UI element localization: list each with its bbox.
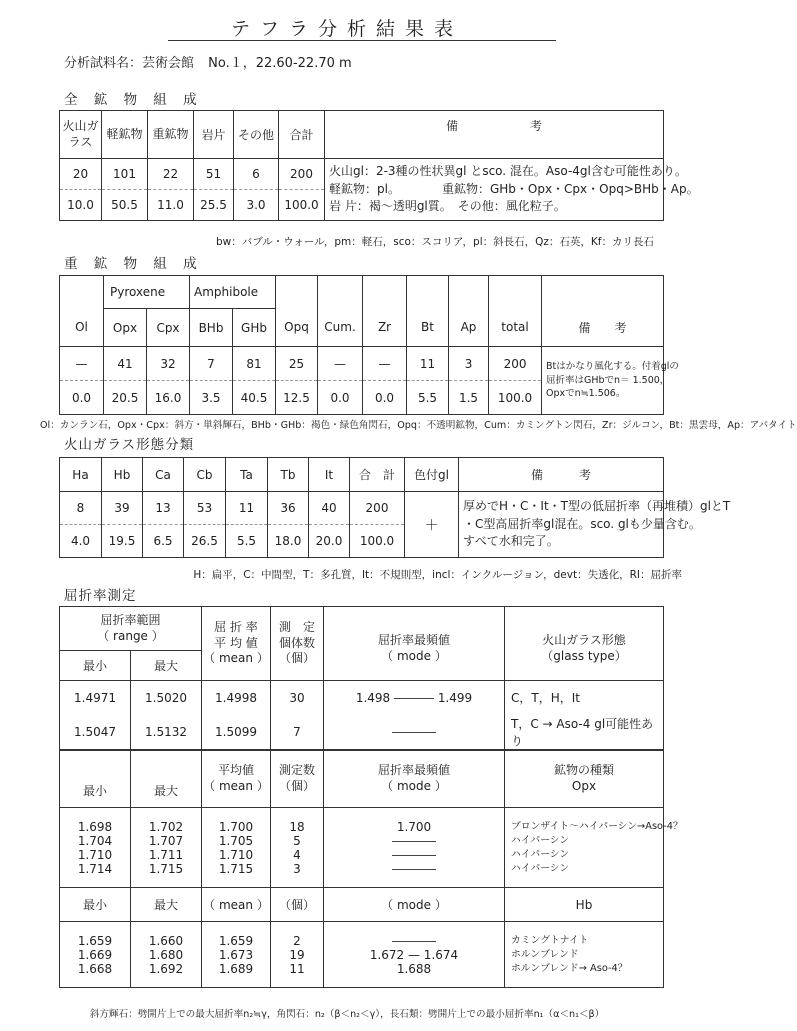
count-label-3: （個） bbox=[278, 651, 315, 666]
value: 1.704 bbox=[77, 833, 113, 848]
hb-n-values bbox=[271, 922, 324, 988]
hb-min-header: 最小 bbox=[60, 888, 131, 922]
hdr-ha: Ha bbox=[60, 458, 102, 492]
hdr-other: その他 bbox=[234, 111, 279, 159]
pct-cpx: 16.0 bbox=[147, 381, 190, 415]
dash bbox=[392, 941, 436, 942]
value: ブロンザイト～ハイパーシン→Aso-4？ bbox=[511, 820, 683, 832]
value: ハイパーシン bbox=[511, 862, 570, 874]
value: 1.705 bbox=[218, 833, 254, 848]
hdr-remarks: 備 考 bbox=[542, 309, 664, 347]
opx-mean-values bbox=[202, 808, 271, 888]
pct-cb: 26.5 bbox=[184, 525, 226, 558]
pct-ha: 4.0 bbox=[60, 525, 102, 558]
pct-ghb: 40.5 bbox=[233, 381, 276, 415]
hdr-cpx: Cpx bbox=[147, 309, 190, 347]
pct-it: 20.0 bbox=[309, 525, 350, 558]
remark-line: 岩 片：褐～透明gl質。 その他：風化粒子。 bbox=[329, 199, 566, 214]
pct-glass: 10.0 bbox=[60, 190, 102, 221]
pyroxene-group: Pyroxene bbox=[104, 276, 190, 309]
count-light: 101 bbox=[102, 159, 148, 190]
value: 1.698 bbox=[77, 819, 113, 834]
remark-line: Opxでn≒1.506。 bbox=[546, 388, 626, 400]
remarks-cell bbox=[542, 347, 679, 415]
value: 1.711 bbox=[148, 847, 184, 862]
value: 4 bbox=[293, 847, 301, 862]
value: 1.710 bbox=[218, 847, 254, 862]
value: 1.715 bbox=[218, 861, 254, 876]
section3-heading: 火山ガラス形態分類 bbox=[64, 437, 195, 453]
colored-glass-value: ＋ bbox=[405, 492, 459, 558]
pct-total: 100.0 bbox=[279, 190, 325, 221]
hdr-cum: Cum. bbox=[318, 309, 363, 347]
mode-label: 屈折率最頻値 bbox=[377, 763, 450, 778]
hdr-ca: Ca bbox=[143, 458, 184, 492]
hb-max-values bbox=[131, 922, 202, 988]
value: カミングトナイト bbox=[511, 934, 589, 946]
mean-header bbox=[202, 607, 271, 681]
hdr-remarks: 備 考 bbox=[459, 458, 664, 492]
glass-mean: 1.4998 bbox=[202, 681, 271, 715]
section1-heading: 全 鉱 物 組 成 bbox=[64, 92, 203, 108]
mineral-sub: Opx bbox=[571, 778, 597, 793]
mean-label-2: 平 均 値 bbox=[214, 635, 258, 650]
pct-ta: 5.5 bbox=[226, 525, 268, 558]
opx-mean-header bbox=[202, 750, 271, 808]
value: 1.689 bbox=[218, 961, 254, 976]
hdr-ol: Ol bbox=[60, 309, 104, 347]
value: 1.673 bbox=[218, 947, 254, 962]
mean-sub: （ mean ） bbox=[203, 778, 269, 793]
value: 5 bbox=[293, 833, 301, 848]
value: 1.715 bbox=[148, 861, 184, 876]
pct-opx: 20.5 bbox=[104, 381, 147, 415]
range-header bbox=[60, 607, 202, 651]
hb-count-header: （個） bbox=[271, 888, 324, 922]
remark-line: 軽鉱物：pl。 重鉱物：GHb・Opx・Cpx・Opq>BHb・Ap。 bbox=[329, 181, 699, 196]
pct-bhb: 3.5 bbox=[190, 381, 233, 415]
glass-mode bbox=[324, 681, 505, 715]
value: 1.692 bbox=[148, 961, 184, 976]
opx-min-values bbox=[60, 808, 131, 888]
hdr-heavy-minerals: 重鉱物 bbox=[148, 111, 194, 159]
pct-bt: 5.5 bbox=[407, 381, 449, 415]
hdr-opq: Opq bbox=[276, 309, 318, 347]
glass-min: 1.5047 bbox=[60, 715, 131, 750]
hb-kind-values bbox=[505, 922, 664, 988]
count-total: 200 bbox=[350, 492, 405, 525]
pct-total: 100.0 bbox=[489, 381, 542, 415]
section1-legend: bw：バブル・ウォール，pm：軽石，sco：スコリア，pl：斜長石，Qz：石英，Kf：カリ長石 bbox=[215, 236, 654, 248]
value: 2 bbox=[293, 933, 301, 948]
count-ha: 8 bbox=[60, 492, 102, 525]
glass-type-header bbox=[505, 607, 664, 681]
count-zr: — bbox=[363, 347, 407, 381]
value: 1.700 bbox=[396, 819, 432, 834]
count-hb: 39 bbox=[102, 492, 143, 525]
remarks-cell bbox=[459, 492, 731, 558]
count-ta: 11 bbox=[226, 492, 268, 525]
mean-label: 平均値 bbox=[217, 763, 254, 778]
pct-hb: 19.5 bbox=[102, 525, 143, 558]
pct-heavy: 11.0 bbox=[148, 190, 194, 221]
count-cb: 53 bbox=[184, 492, 226, 525]
count-bt: 11 bbox=[407, 347, 449, 381]
glass-mean: 1.5099 bbox=[202, 715, 271, 750]
remark-line: Btはかなり風化する。付着glの bbox=[546, 360, 679, 372]
opx-kind-values bbox=[505, 808, 683, 888]
page-title: テフラ分析結果表 bbox=[230, 18, 463, 40]
empty-dash bbox=[324, 848, 504, 862]
hdr-ap: Ap bbox=[449, 309, 489, 347]
count-sub: （個） bbox=[278, 778, 315, 793]
hdr-bt: Bt bbox=[407, 309, 449, 347]
mean-label-3: （ mean ） bbox=[203, 651, 269, 666]
glass-type: C，T，H，It bbox=[505, 681, 664, 715]
value: 1.707 bbox=[148, 833, 184, 848]
range-sub: （ range ） bbox=[97, 628, 164, 643]
hdr-remarks: 備 考 bbox=[325, 111, 664, 159]
section3-legend: H：扁平，C：中間型，T：多孔質，It：不規則型，incl：インクルージョン，devt：失透化，RI：屈折率 bbox=[193, 569, 682, 581]
mineral-label: 鉱物の種類 bbox=[553, 763, 614, 778]
value: 19 bbox=[289, 947, 305, 962]
pct-ap: 1.5 bbox=[449, 381, 489, 415]
count-cum: — bbox=[318, 347, 363, 381]
hdr-volcanic-glass: 火山ガラス bbox=[60, 111, 102, 159]
hdr-hb: Hb bbox=[102, 458, 143, 492]
count-label: 測定数 bbox=[278, 763, 315, 778]
mode-header bbox=[324, 607, 505, 681]
amphibole-group: Amphibole bbox=[190, 276, 276, 309]
refractive-index-table bbox=[59, 606, 683, 988]
glass-type-label-1: 火山ガラス形態 bbox=[542, 633, 626, 647]
pct-opq: 12.5 bbox=[276, 381, 318, 415]
hb-mineral-header: Hb bbox=[505, 888, 664, 922]
hb-mode-values bbox=[324, 922, 505, 988]
remarks-cell bbox=[325, 159, 699, 221]
value: ホルンブレンド bbox=[511, 948, 579, 960]
sample-label: 分析試料名：芸術会館 bbox=[64, 56, 195, 71]
value: 1.659 bbox=[77, 933, 113, 948]
heavy-mineral-table bbox=[59, 275, 679, 415]
hdr-bhb: BHb bbox=[190, 309, 233, 347]
count-label-2: 個体数 bbox=[278, 635, 315, 650]
hdr-zr: Zr bbox=[363, 309, 407, 347]
min-header: 最小 bbox=[60, 651, 131, 681]
value: 1.714 bbox=[77, 861, 113, 876]
mode-label-1: 屈折率最頻値 bbox=[377, 633, 450, 647]
count-other: 6 bbox=[234, 159, 279, 190]
empty-mode-dash bbox=[392, 732, 436, 733]
glass-type: T，C → Aso-4 gl可能性あり bbox=[505, 715, 664, 750]
hdr-light-minerals: 軽鉱物 bbox=[102, 111, 148, 159]
value: 1.659 bbox=[218, 933, 254, 948]
value: 1.710 bbox=[77, 847, 113, 862]
pct-ol: 0.0 bbox=[60, 381, 104, 415]
glass-shape-table bbox=[59, 457, 731, 558]
mode-high: 1.499 bbox=[437, 690, 473, 705]
mean-label-1: 屈 折 率 bbox=[214, 620, 258, 635]
glass-max: 1.5132 bbox=[131, 715, 202, 750]
opx-mode-values bbox=[324, 808, 505, 888]
hdr-rock-fragments: 岩片 bbox=[194, 111, 234, 159]
mode-low: 1.498 bbox=[355, 690, 391, 705]
pct-light: 50.5 bbox=[102, 190, 148, 221]
value: 11 bbox=[289, 961, 305, 976]
glass-max: 1.5020 bbox=[131, 681, 202, 715]
opx-n-values bbox=[271, 808, 324, 888]
glass-n: 30 bbox=[271, 681, 324, 715]
count-bhb: 7 bbox=[190, 347, 233, 381]
sample-name bbox=[64, 52, 352, 71]
value: ハイパーシン bbox=[511, 848, 570, 860]
count-glass: 20 bbox=[60, 159, 102, 190]
opx-max-header: 最大 bbox=[131, 750, 202, 808]
count-total: 200 bbox=[279, 159, 325, 190]
hdr-ghb: GHb bbox=[233, 309, 276, 347]
section4-heading: 屈折率測定 bbox=[64, 588, 137, 604]
footnote: 斜方輝石：劈開片上での最大屈折率n₂≒γ，角閃石：n₂（β＜n₂＜γ），長石類：劈開片上での最小屈折率n₁（α＜n₁＜β） bbox=[89, 1009, 605, 1020]
value: 1.668 bbox=[77, 961, 113, 976]
hdr-total: 合計 bbox=[279, 111, 325, 159]
empty-dash bbox=[324, 934, 504, 948]
max-header: 最大 bbox=[131, 651, 202, 681]
count-ol: — bbox=[60, 347, 104, 381]
count-ca: 13 bbox=[143, 492, 184, 525]
count-heavy: 22 bbox=[148, 159, 194, 190]
remark-line: 火山gl：2-3種の性状異gl とsco. 混在。Aso-4gl含む可能性あり。 bbox=[329, 164, 687, 179]
value: 1.672 — 1.674 bbox=[369, 947, 459, 962]
value: 3 bbox=[293, 861, 301, 876]
hdr-ta: Ta bbox=[226, 458, 268, 492]
hb-min-values bbox=[60, 922, 131, 988]
remark-line: 屈折率はGHbでn＝ 1.500， bbox=[546, 374, 670, 386]
hdr-tb: Tb bbox=[268, 458, 309, 492]
hdr-it: It bbox=[309, 458, 350, 492]
whole-mineral-table bbox=[59, 110, 699, 221]
count-total: 200 bbox=[489, 347, 542, 381]
value: ハイパーシン bbox=[511, 834, 570, 846]
glass-mode bbox=[324, 715, 505, 750]
empty-dash bbox=[324, 862, 504, 876]
hdr-cb: Cb bbox=[184, 458, 226, 492]
value: 1.702 bbox=[148, 819, 184, 834]
pct-total: 100.0 bbox=[350, 525, 405, 558]
pct-cum: 0.0 bbox=[318, 381, 363, 415]
mode-label-2: （ mode ） bbox=[381, 648, 447, 663]
glass-min: 1.4971 bbox=[60, 681, 131, 715]
count-label-1: 測 定 bbox=[278, 620, 315, 635]
count-rock: 51 bbox=[194, 159, 234, 190]
pct-ca: 6.5 bbox=[143, 525, 184, 558]
remark-line: 厚めでH・C・It・T型の低屈折率（再堆積）glとT bbox=[463, 499, 731, 514]
pct-zr: 0.0 bbox=[363, 381, 407, 415]
pct-other: 3.0 bbox=[234, 190, 279, 221]
opx-min-header: 最小 bbox=[60, 750, 131, 808]
pct-tb: 18.0 bbox=[268, 525, 309, 558]
count-opq: 25 bbox=[276, 347, 318, 381]
range-dash bbox=[394, 698, 434, 699]
hb-mean-header: （ mean ） bbox=[202, 888, 271, 922]
hb-mode-header: （ mode ） bbox=[324, 888, 505, 922]
title-underline bbox=[168, 40, 556, 41]
empty-dash bbox=[324, 834, 504, 848]
hdr-total: 合 計 bbox=[350, 458, 405, 492]
section2-heading: 重 鉱 物 組 成 bbox=[64, 256, 203, 272]
hdr-total: total bbox=[489, 309, 542, 347]
glass-type-label-2: （glass type） bbox=[541, 648, 627, 663]
remark-line: すべて水和完了。 bbox=[463, 534, 559, 549]
value: 1.660 bbox=[148, 933, 184, 948]
value: 1.669 bbox=[77, 947, 113, 962]
value: 1.700 bbox=[218, 819, 254, 834]
count-header bbox=[271, 607, 324, 681]
value: ホルンブレンド→ Aso-4？ bbox=[511, 962, 628, 974]
value: 1.688 bbox=[396, 961, 432, 976]
count-ap: 3 bbox=[449, 347, 489, 381]
opx-mineral-header bbox=[505, 750, 664, 808]
opx-count-header bbox=[271, 750, 324, 808]
dash bbox=[392, 841, 436, 842]
count-it: 40 bbox=[309, 492, 350, 525]
opx-max-values bbox=[131, 808, 202, 888]
opx-mode-header bbox=[324, 750, 505, 808]
hb-max-header: 最大 bbox=[131, 888, 202, 922]
count-cpx: 32 bbox=[147, 347, 190, 381]
sample-number: No.１，22.60-22.70 m bbox=[208, 56, 352, 71]
value: 1.680 bbox=[148, 947, 184, 962]
hdr-colored-glass: 色付gl bbox=[405, 458, 459, 492]
glass-n: 7 bbox=[271, 715, 324, 750]
section2-legend: Ol：カンラン石，Opx・Cpx：斜方・単斜輝石，BHb・GHb：褐色・緑色角閃石，Opq：不透明鉱物，Cum：カミングトン閃石，Zr：ジルコン，Bt：黒雲母，Ap：アパタイト bbox=[40, 420, 797, 431]
dash bbox=[392, 855, 436, 856]
count-ghb: 81 bbox=[233, 347, 276, 381]
count-opx: 41 bbox=[104, 347, 147, 381]
range-title: 屈折率範囲 bbox=[100, 612, 161, 627]
mode-sub: （ mode ） bbox=[381, 778, 447, 793]
pct-rock: 25.5 bbox=[194, 190, 234, 221]
value: 18 bbox=[289, 819, 305, 834]
hb-mean-values bbox=[202, 922, 271, 988]
remark-line: ・C型高屈折率gl混在。sco. glも少量含む。 bbox=[463, 516, 701, 531]
dash bbox=[392, 869, 436, 870]
hdr-opx: Opx bbox=[104, 309, 147, 347]
count-tb: 36 bbox=[268, 492, 309, 525]
